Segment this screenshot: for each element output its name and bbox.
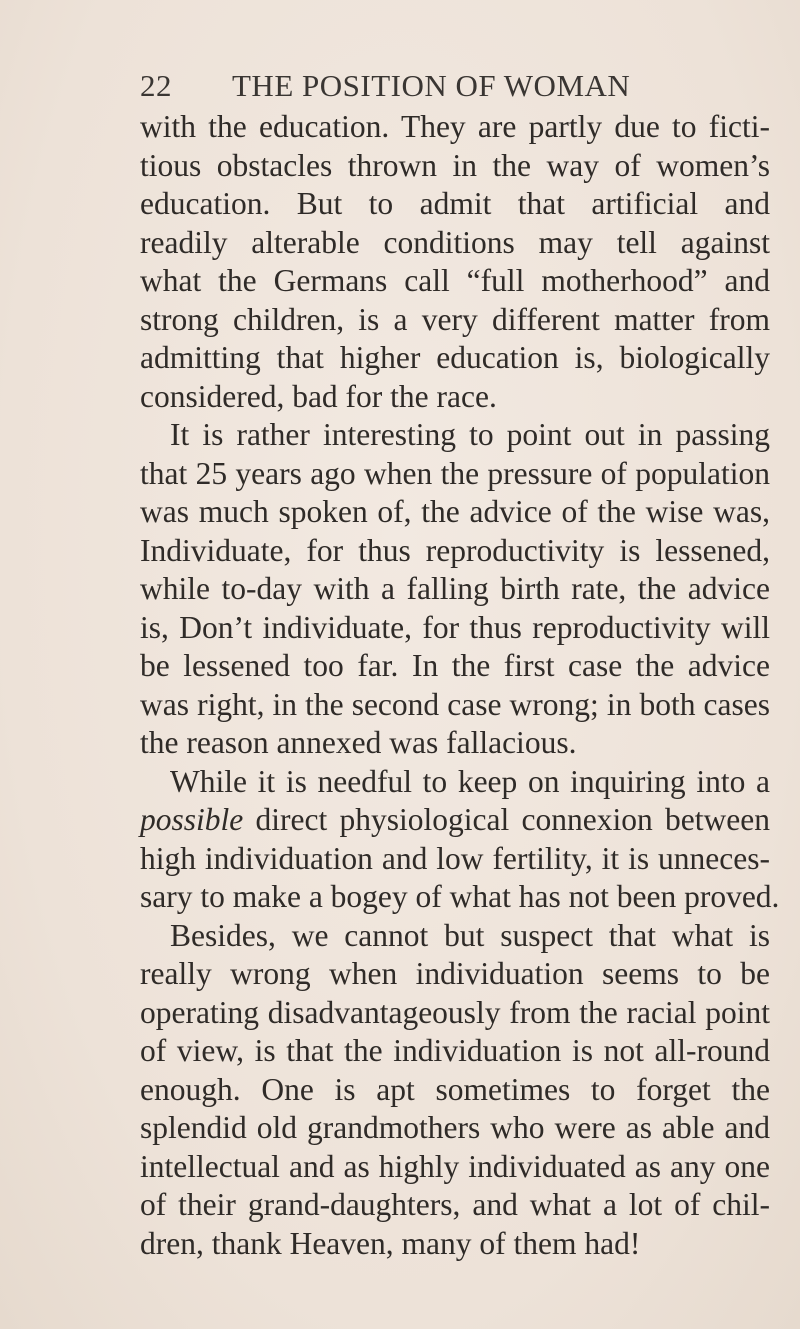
text-line: splendid old grandmothers who were as able and bbox=[140, 1110, 770, 1145]
text-line: considered, bad for the race. bbox=[140, 378, 497, 414]
text-line: It is rather interesting to point out in passing bbox=[170, 417, 770, 452]
text-line: education. But to admit that artificial and bbox=[140, 186, 770, 221]
text-line: sary to make a bogey of what has not been proved. bbox=[140, 879, 780, 914]
text-line: was right, in the second case wrong; in both cases bbox=[140, 686, 770, 722]
text-line: was much spoken of, the advice of the wise was, bbox=[140, 494, 770, 529]
text-line: the reason annexed was fallacious. bbox=[140, 725, 577, 760]
text-line: of view, is that the individuation is not all-round bbox=[140, 1033, 770, 1068]
text-line: While it is needful to keep on inquiring into a bbox=[170, 763, 770, 799]
text-line: what the Germans call “full motherhood” and bbox=[140, 263, 770, 298]
text-line: high individuation and low fertility, it is unneces- bbox=[140, 840, 770, 876]
text-line: intellectual and as highly individuated as any one bbox=[140, 1148, 770, 1184]
text-line: readily alterable conditions may tell against bbox=[140, 224, 770, 260]
page-number: 22 bbox=[140, 68, 172, 103]
running-head bbox=[140, 68, 780, 108]
text-line: strong children, is a very different matter from bbox=[140, 301, 770, 337]
running-title: THE POSITION OF WOMAN bbox=[232, 68, 631, 103]
body-text bbox=[140, 108, 780, 1263]
italic-word: possible bbox=[140, 802, 244, 837]
text-line: of their grand-daughters, and what a lot of chil- bbox=[140, 1187, 770, 1222]
text-line: be lessened too far. In the first case the advice bbox=[140, 648, 770, 683]
text-line: operating disadvantageously from the racial point bbox=[140, 994, 770, 1030]
text-line: while to-day with a falling birth rate, the advice bbox=[140, 571, 770, 606]
text-line: enough. One is apt sometimes to forget the bbox=[140, 1071, 770, 1107]
text-line: dren, thank Heaven, many of them had! bbox=[140, 1225, 641, 1261]
text-line: really wrong when individuation seems to be bbox=[140, 956, 770, 991]
text-line: Individuate, for thus reproductivity is lessened, bbox=[140, 532, 770, 568]
text-line: Besides, we cannot but suspect that what is bbox=[170, 917, 770, 953]
text-line: is, Don’t individuate, for thus reproductivity will bbox=[140, 609, 770, 645]
text-line: that 25 years ago when the pressure of population bbox=[140, 455, 770, 491]
text-line: tious obstacles thrown in the way of women’s bbox=[140, 147, 770, 183]
text-line: with the education. They are partly due to ficti- bbox=[140, 109, 770, 144]
text-line: possible direct physiological connexion between bbox=[140, 802, 770, 837]
text-line: admitting that higher education is, biologically bbox=[140, 340, 770, 375]
